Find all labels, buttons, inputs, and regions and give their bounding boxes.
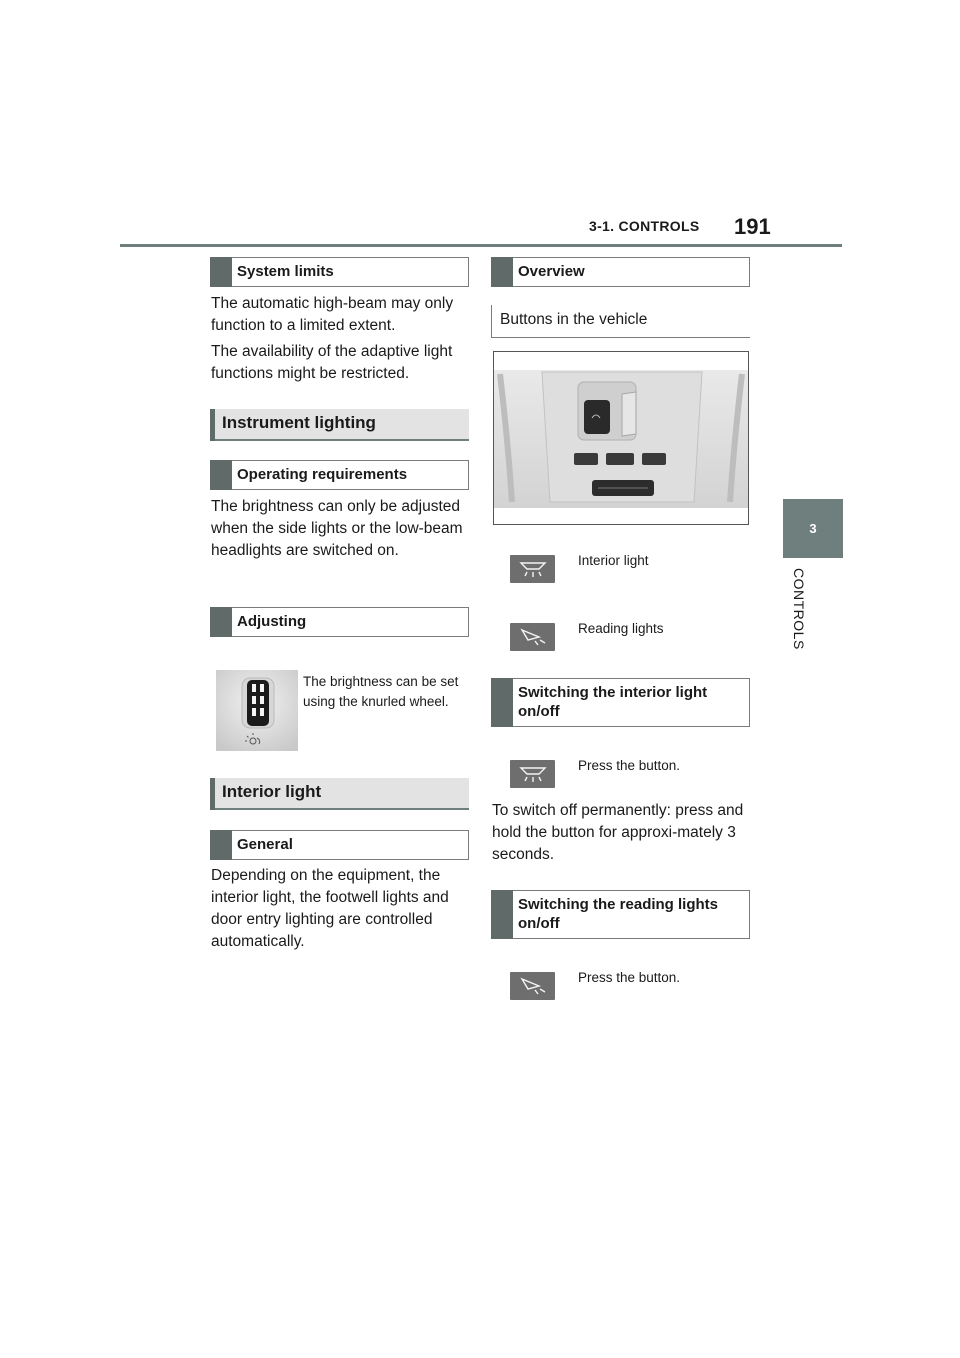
header-rule — [120, 244, 842, 247]
operating-requirements-paragraph: The brightness can only be adjusted when the side lights or the low-beam headlights are switched on. — [211, 498, 463, 559]
instrument-lighting-section-heading: Instrument lighting — [210, 409, 469, 441]
general-heading: General — [210, 830, 469, 860]
overview-heading: Overview — [491, 257, 750, 287]
switch-interior-paragraph: To switch off permanently: press and hold the button for approxi-mately 3 seconds. — [492, 802, 744, 863]
legend-reading-lights-label: Reading lights — [578, 621, 664, 636]
chapter-tab[interactable] — [783, 499, 843, 558]
interior-light-button-icon — [510, 760, 555, 788]
reading-light-icon — [510, 623, 555, 651]
switch-reading-step: Press the button. — [578, 970, 681, 985]
system-limits-paragraph-2: The availability of the adaptive light functions might be restricted. — [211, 343, 453, 382]
knurled-wheel-image — [216, 670, 298, 751]
adjusting-heading: Adjusting — [210, 607, 469, 637]
adjusting-caption: The brightness can be set using the knurled wheel. — [303, 674, 459, 709]
system-limits-heading: System limits — [210, 257, 469, 287]
reading-light-button-icon — [510, 972, 555, 1000]
switch-reading-lights-heading: Switching the reading lights on/off — [491, 890, 750, 939]
page-number: 191 — [734, 214, 771, 239]
chapter-number: 3 — [809, 521, 817, 536]
buttons-in-vehicle-subheading: Buttons in the vehicle — [491, 305, 750, 338]
interior-light-section-heading: Interior light — [210, 778, 469, 810]
header-section-title: 3-1. CONTROLS — [589, 218, 700, 234]
switch-interior-light-heading: Switching the interior light on/off — [491, 678, 750, 727]
overhead-console-image — [493, 351, 749, 525]
general-paragraph: Depending on the equipment, the interior light, the footwell lights and door entry lighting are controlled automatically. — [211, 867, 449, 950]
system-limits-paragraph-1: The automatic high-beam may only function to a limited extent. — [211, 295, 454, 334]
chapter-label: CONTROLS — [791, 568, 807, 650]
switch-interior-step: Press the button. — [578, 758, 681, 773]
interior-light-icon — [510, 555, 555, 583]
legend-interior-light-label: Interior light — [578, 553, 649, 568]
operating-requirements-heading: Operating requirements — [210, 460, 469, 490]
